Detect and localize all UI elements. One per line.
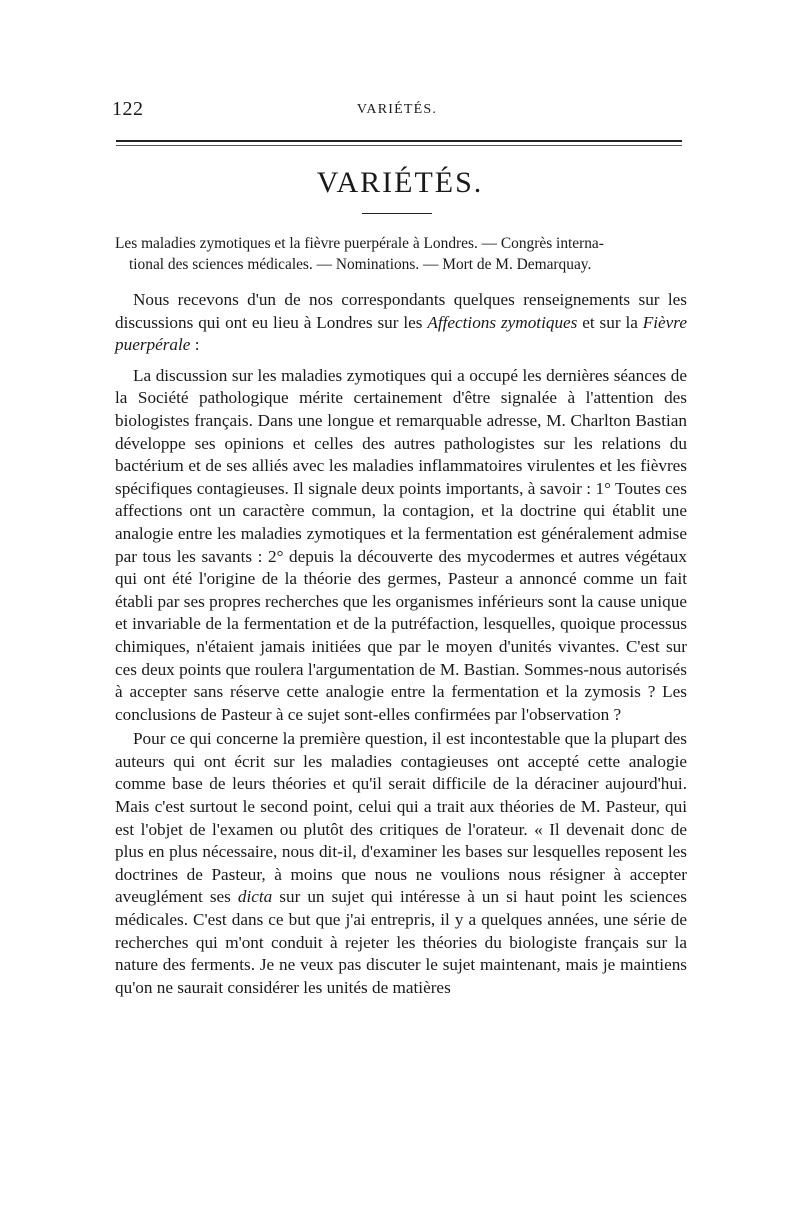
title-rule	[362, 213, 432, 214]
summary-line-2: tional des sciences médicales. — Nominations. — Mort de M. Demarquay.	[129, 256, 592, 273]
italic-dicta: dicta	[237, 887, 273, 907]
paragraph-intro	[115, 289, 687, 357]
italic-affections-zymotiques: Affections zymotiques	[427, 312, 578, 332]
paragraph-intro-text: Nous recevons d'un de nos correspondants quelques renseignements sur les discussions qui ont eu lieu à Londres sur les	[115, 290, 687, 332]
paragraph-first-question-text-2: sur un sujet qui intéresse à un si haut point les sciences médicales. C'est dans ce but que j'ai entrepris, il y a quelques années, une série de recherches qui m'ont conduit à rejeter les théories du biologiste français sur la nature des ferments. Je ne veux pas discuter le sujet maintenant, mais je maintiens qu'on ne saurait considérer les unités de matières	[115, 887, 687, 997]
summary-list	[115, 233, 687, 275]
paragraph-intro-text-2: et sur la	[577, 312, 643, 332]
paragraph-first-question-text: Pour ce qui concerne la première question, il est incontestable que la plupart des auteurs qui ont écrit sur les maladies contagieuses ont accepté cette analogie comme base de leurs théories et qu'il serait difficile de la déraciner aujourd'hui. Mais c'est surtout le second point, celui qui a trait aux théories de M. Pasteur, qui est l'objet de l'examen ou plutôt des critiques de l'orateur. « Il devenait donc de plus en plus nécessaire, nous dit-il, d'examiner les bases sur lesquelles reposent les doctrines de Pasteur, à moins que nous ne voulions nous résigner à accepter aveuglément ses	[115, 729, 687, 907]
paragraph-discussion: La discussion sur les maladies zymotiques qui a occupé les dernières séances de la Société pathologique mérite certainement d'être signalée à l'attention des biologistes français. Dans une longue et remarquable adresse, M. Charlton Bastian développe ses opinions et celles des autres pathologistes sur les relations du bactérium et de ses alliés avec les maladies inflammatoires virulentes et les fièvres spécifiques contagieuses. Il signale deux points importants, à savoir : 1° Toutes ces affections ont un caractère commun, la contagion, et la doctrine qui établit une analogie entre les maladies zymotiques et la fermentation est généralement admise par tous les savants : 2° depuis la découverte des mycodermes et autres végétaux qui ont été l'origine de la théorie des germes, Pasteur a annoncé comme un fait établi par ses propres recherches que les organismes inférieurs sont la cause unique et invariable de la fermentation et de la putréfaction, lesquelles, quoique processus chimiques, n'étaient jamais initiées que par le moyen d'unités vivantes. C'est sur ces deux points que roulera l'argumentation de M. Bastian. Sommes-nous autorisés à accepter sans réserve cette analogie entre la fermentation et la zymosis ? Les conclusions de Pasteur à ce sujet sont-elles confirmées par l'observation ?	[115, 365, 687, 724]
running-title: VARIÉTÉS.	[356, 102, 438, 117]
italic-fievre-puerperale: Fièvre puerpérale	[115, 312, 687, 355]
summary-line-1: Les maladies zymotiques et la fièvre puerpérale à Londres. — Congrès interna-	[115, 235, 604, 252]
page-number: 122	[112, 98, 144, 120]
paragraph-first-question	[115, 728, 687, 999]
header-rule-thin	[116, 145, 682, 146]
section-title: VARIÉTÉS.	[316, 166, 484, 199]
paragraph-intro-text-3: :	[190, 335, 200, 355]
article-body	[115, 289, 687, 999]
running-head	[112, 98, 682, 124]
header-rule	[116, 140, 682, 142]
